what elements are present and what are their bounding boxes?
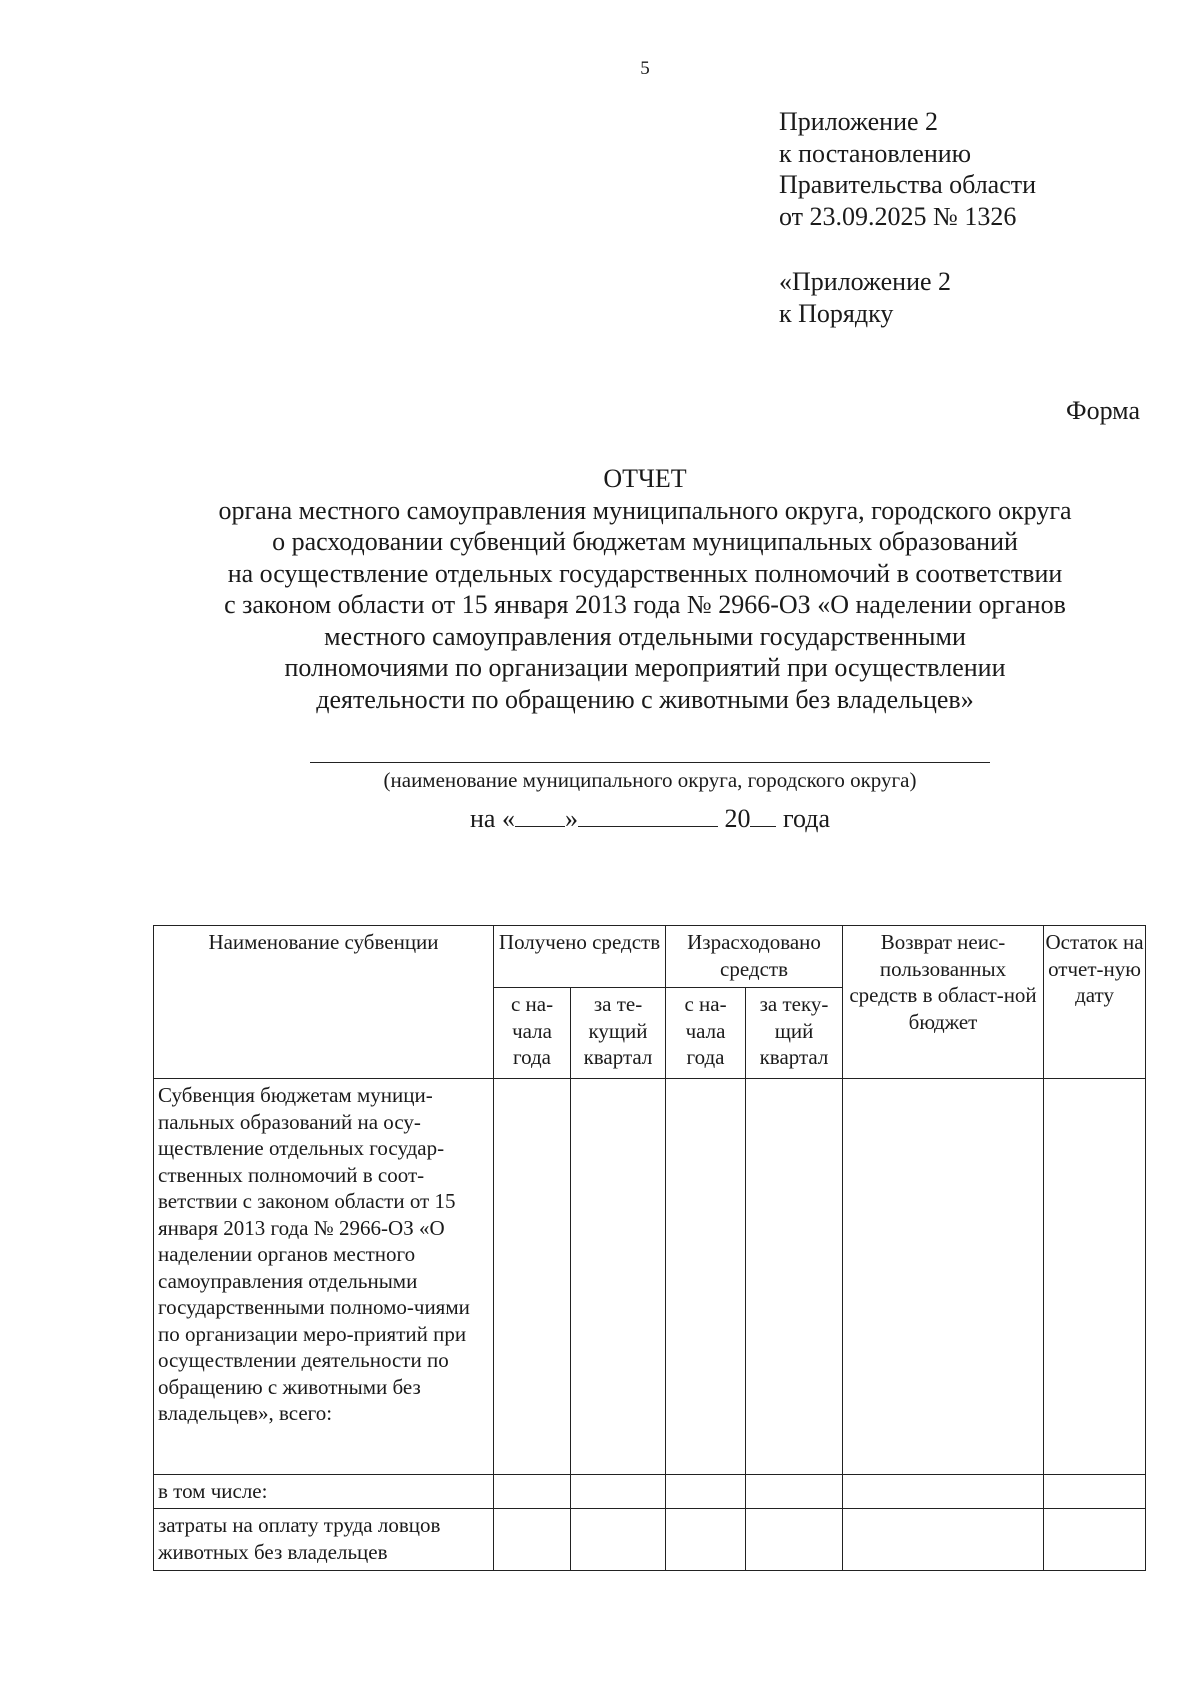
table-row	[154, 1509, 1146, 1571]
title-line: на осуществление отдельных государственных полномочий в соответствии	[227, 558, 1063, 588]
page-number: 5	[640, 58, 650, 79]
header-received-from-year-start: с на-чала года	[494, 988, 571, 1079]
cell-received-quarter[interactable]	[571, 1475, 666, 1509]
cell-received-quarter[interactable]	[571, 1079, 666, 1475]
title-line: с законом области от 15 января 2013 года № 2966-ОЗ «О наделении органов	[224, 590, 1066, 619]
cell-returned[interactable]	[843, 1079, 1044, 1475]
cell-balance[interactable]	[1044, 1475, 1146, 1509]
cell-spent-quarter[interactable]	[746, 1475, 843, 1509]
appendix-line: к постановлению	[779, 138, 972, 168]
header-spent-from-year-start: с на-чала года	[666, 988, 746, 1079]
appendix-reference	[779, 106, 1036, 232]
cell-returned[interactable]	[843, 1509, 1044, 1571]
title-line: органа местного самоуправления муниципального округа, городского округа	[218, 495, 1072, 525]
appendix-order-line: к Порядку	[779, 299, 894, 328]
title-line: местного самоуправления отдельными государственными	[324, 621, 966, 651]
title-line: полномочиями по организации мероприятий при осуществлении	[284, 653, 1006, 682]
cell-received-year[interactable]	[494, 1475, 571, 1509]
header-subvention-name: Наименование субвенции	[154, 926, 494, 1079]
table-row	[154, 1079, 1146, 1475]
row-label-catcher-wages: затраты на оплату труда ловцов животных без владельцев	[154, 1509, 494, 1571]
report-table	[153, 925, 1146, 1571]
row-label-including: в том числе:	[154, 1475, 494, 1509]
date-prefix: на «	[469, 804, 515, 833]
title-line: деятельности по обращению с животными без владельцев»	[316, 684, 974, 714]
cell-spent-year[interactable]	[666, 1079, 746, 1475]
cell-spent-year[interactable]	[666, 1509, 746, 1571]
header-spent: Израсходовано средств	[666, 926, 843, 988]
header-returned: Возврат неис-пользованных средств в област-ной бюджет	[843, 926, 1044, 1079]
municipality-name-caption: (наименование муниципального округа, городского округа)	[383, 768, 917, 792]
cell-received-year[interactable]	[494, 1079, 571, 1475]
date-suffix: года	[782, 804, 830, 833]
report-date-line	[310, 800, 990, 834]
appendix-line: Приложение 2	[779, 107, 939, 136]
cell-balance[interactable]	[1044, 1509, 1146, 1571]
form-label: Форма	[1066, 396, 1140, 425]
cell-spent-quarter[interactable]	[746, 1079, 843, 1475]
cell-spent-year[interactable]	[666, 1475, 746, 1509]
table-row	[154, 1475, 1146, 1509]
header-received: Получено средств	[494, 926, 666, 988]
year-field[interactable]	[750, 800, 776, 827]
cell-returned[interactable]	[843, 1475, 1044, 1509]
title-line: о расходовании субвенций бюджетам муниципальных образований	[272, 527, 1018, 556]
cell-received-quarter[interactable]	[571, 1509, 666, 1571]
header-received-current-quarter: за те-кущий квартал	[571, 988, 666, 1079]
month-field[interactable]	[578, 800, 718, 827]
header-spent-current-quarter: за теку-щий квартал	[746, 988, 843, 1079]
municipality-name-field[interactable]	[310, 762, 990, 763]
appendix-line: от 23.09.2025 № 1326	[779, 201, 1017, 231]
year-prefix: 20	[724, 804, 751, 833]
appendix-order-line: «Приложение 2	[779, 267, 952, 296]
cell-received-year[interactable]	[494, 1509, 571, 1571]
cell-balance[interactable]	[1044, 1079, 1146, 1475]
cell-spent-quarter[interactable]	[746, 1509, 843, 1571]
header-balance: Остаток на отчет-ную дату	[1044, 926, 1146, 1079]
report-heading: ОТЧЕТ	[603, 464, 687, 493]
appendix-order-reference	[779, 266, 951, 330]
report-title	[150, 463, 1140, 715]
appendix-line: Правительства области	[779, 170, 1037, 199]
date-mid: »	[564, 804, 578, 833]
day-field[interactable]	[515, 800, 565, 827]
row-label-subvention-total: Субвенция бюджетам муници-пальных образований на осу-ществление отдельных государ-ственных полномочий в соот-ветствии с законом области от 15 января 2013 года № 2966-ОЗ «О наделении органов местного самоуправления отдельными государственными полномо-чиями по организации меро-приятий при осуществлении деятельности по обращению с животными без владельцев», всего:	[154, 1079, 494, 1475]
